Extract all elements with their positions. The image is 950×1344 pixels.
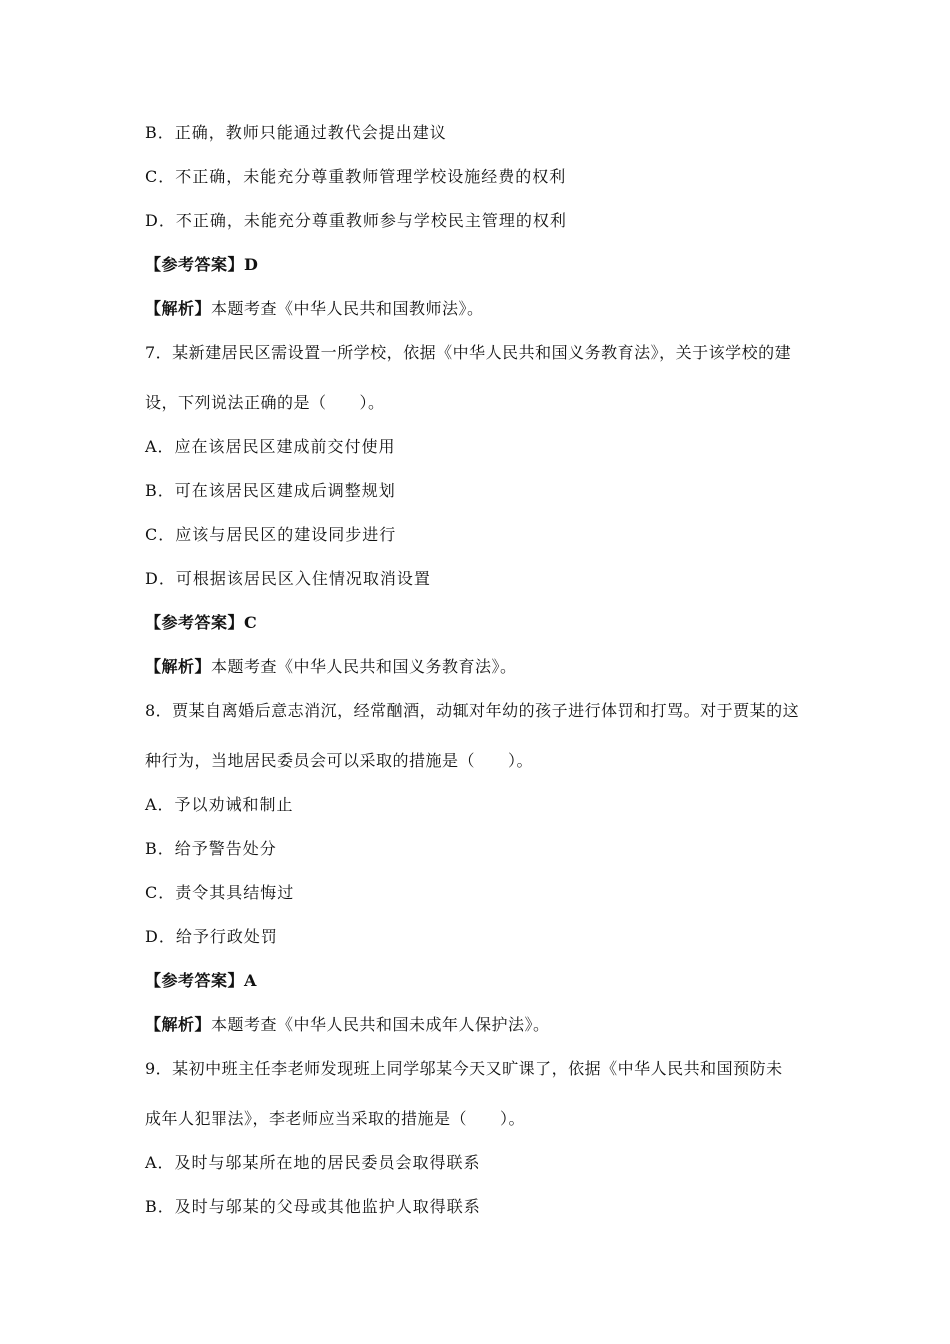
q8-analysis bbox=[145, 1012, 550, 1035]
q7-answer-value: C bbox=[244, 613, 258, 632]
q7-analysis-label: 【解析】 bbox=[145, 657, 212, 676]
q7-option-c: C．应该与居民区的建设同步进行 bbox=[145, 525, 397, 544]
q8-stem-line1: 8．贾某自离婚后意志消沉，经常酗酒，动辄对年幼的孩子进行体罚和打骂。对于贾某的这 bbox=[145, 701, 800, 720]
q6-analysis-label: 【解析】 bbox=[145, 299, 212, 318]
q8-analysis-label: 【解析】 bbox=[145, 1015, 212, 1034]
q8-answer-label: 【参考答案】 bbox=[145, 971, 245, 990]
q7-stem-line2: 设，下列说法正确的是（ ）。 bbox=[145, 393, 385, 412]
q9-option-a: A．及时与邬某所在地的居民委员会取得联系 bbox=[145, 1153, 481, 1172]
q8-option-a: A．予以劝诫和制止 bbox=[145, 795, 294, 814]
q7-analysis bbox=[145, 654, 517, 677]
q8-option-c: C．责令其具结悔过 bbox=[145, 883, 295, 902]
q7-answer-label: 【参考答案】 bbox=[145, 613, 245, 632]
q7-option-b: B．可在该居民区建成后调整规划 bbox=[145, 481, 396, 500]
q8-answer-value: A bbox=[244, 971, 257, 990]
q8-answer bbox=[145, 968, 257, 991]
q9-stem-line1: 9．某初中班主任李老师发现班上同学邬某今天又旷课了，依据《中华人民共和国预防未 bbox=[145, 1059, 783, 1078]
q7-option-d: D．可根据该居民区入住情况取消设置 bbox=[145, 569, 431, 588]
q6-option-b: B．正确，教师只能通过教代会提出建议 bbox=[145, 123, 447, 142]
q8-option-b: B．给予警告处分 bbox=[145, 839, 277, 858]
q8-stem-line2: 种行为，当地居民委员会可以采取的措施是（ ）。 bbox=[145, 751, 534, 770]
q7-answer bbox=[145, 610, 257, 633]
q6-analysis-text: 本题考查《中华人民共和国教师法》。 bbox=[211, 299, 484, 318]
q6-option-c: C．不正确，未能充分尊重教师管理学校设施经费的权利 bbox=[145, 167, 567, 186]
q7-stem-line1: 7．某新建居民区需设置一所学校，依据《中华人民共和国义务教育法》，关于该学校的建 bbox=[145, 343, 792, 362]
q8-analysis-text: 本题考查《中华人民共和国未成年人保护法》。 bbox=[211, 1015, 550, 1034]
q7-analysis-text: 本题考查《中华人民共和国义务教育法》。 bbox=[211, 657, 517, 676]
q6-answer bbox=[145, 252, 258, 275]
q6-answer-value: D bbox=[244, 255, 259, 274]
q9-option-b: B．及时与邬某的父母或其他监护人取得联系 bbox=[145, 1197, 481, 1216]
q6-answer-label: 【参考答案】 bbox=[145, 255, 245, 274]
q7-option-a: A．应在该居民区建成前交付使用 bbox=[145, 437, 396, 456]
q8-option-d: D．给予行政处罚 bbox=[145, 927, 278, 946]
q9-stem-line2: 成年人犯罪法》，李老师应当采取的措施是（ ）。 bbox=[145, 1109, 526, 1128]
q6-analysis bbox=[145, 296, 484, 319]
q6-option-d: D．不正确，未能充分尊重教师参与学校民主管理的权利 bbox=[145, 211, 567, 230]
